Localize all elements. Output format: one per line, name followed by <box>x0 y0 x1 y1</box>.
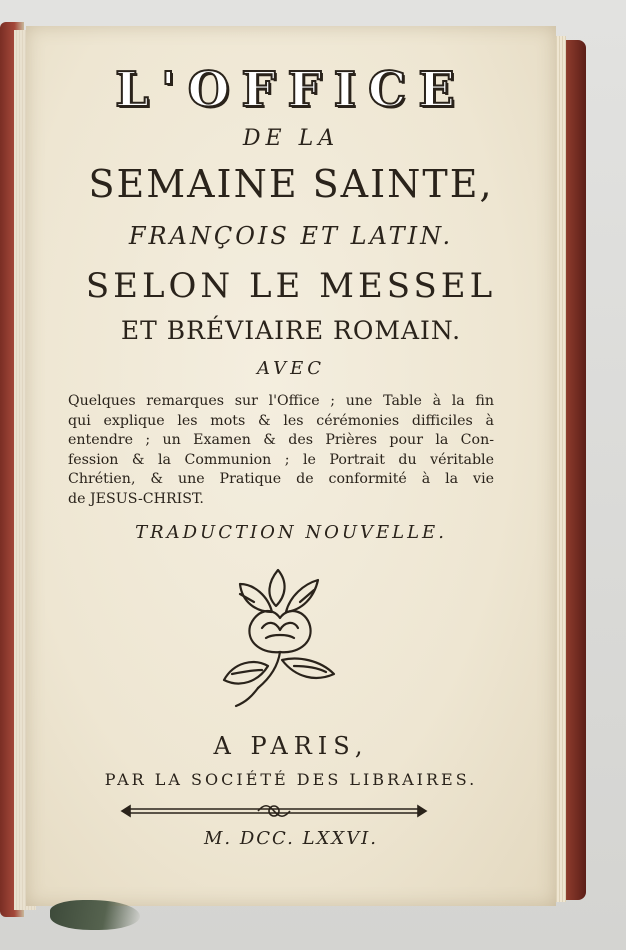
description-line: qui explique les mots & les cérémonies difficiles à <box>68 412 494 429</box>
title-line-avec: AVEC <box>256 358 325 379</box>
description-line: entendre ; un Examen & des Prières pour la Con- <box>68 432 494 448</box>
description-line: de JESUS-CHRIST. <box>68 490 204 507</box>
description-line: Chrétien, & une Pratique de conformité à la vie <box>68 471 494 487</box>
title-line-messel: SELON LE MESSEL <box>85 266 497 306</box>
imprint-date: M. DCC. LXXVI. <box>203 828 379 849</box>
description-paragraph <box>68 392 494 509</box>
description-line: Quelques remarques sur l'Office ; une Table à la fin <box>68 393 494 409</box>
imprint-place: A PARIS, <box>213 732 369 760</box>
imprint-publisher: PAR LA SOCIÉTÉ DES LIBRAIRES. <box>104 770 478 789</box>
description-line: fession & la Communion ; le Portrait du véritable <box>68 451 494 468</box>
title-page <box>26 26 556 906</box>
floral-vignette-icon <box>210 562 346 712</box>
title-line-breviaire: ET BRÉVIAIRE ROMAIN. <box>120 316 462 345</box>
title-line-de-la: DE LA <box>242 126 340 151</box>
bookmark-ribbon <box>50 900 140 930</box>
title-line-office: L'OFFICE <box>115 62 467 118</box>
title-line-semaine-sainte: SEMAINE SAINTE, <box>88 162 494 206</box>
ornamental-rule <box>118 802 430 820</box>
translation-note: TRADUCTION NOUVELLE. <box>135 522 447 543</box>
title-line-francois-latin: FRANÇOIS ET LATIN. <box>128 222 454 250</box>
